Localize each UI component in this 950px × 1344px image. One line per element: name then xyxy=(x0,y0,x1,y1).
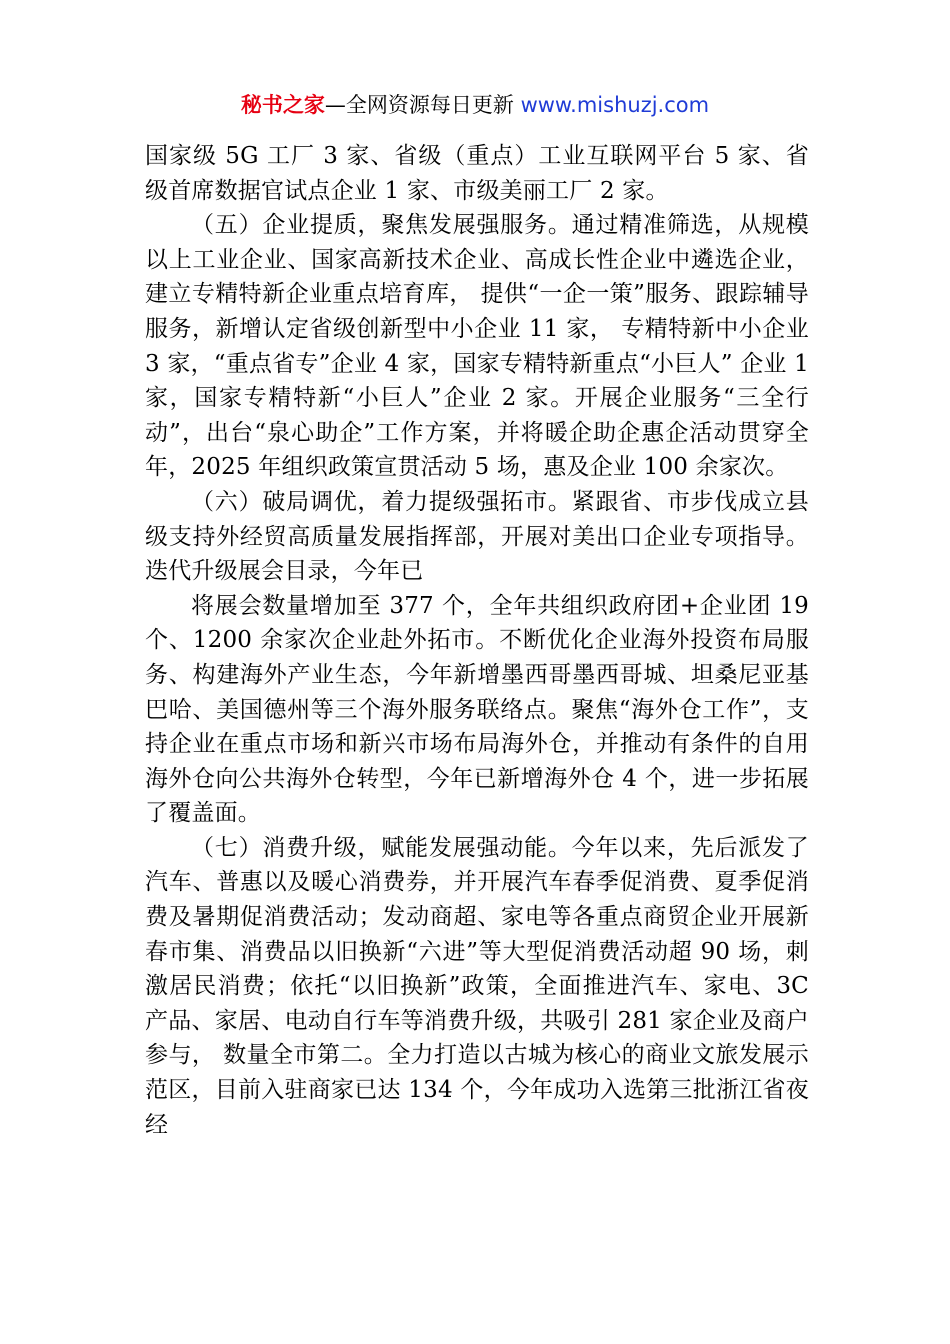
paragraph-continuation: 国家级 5G 工厂 3 家、省级（重点）工业互联网平台 5 家、省级首席数据官试点企业 1 家、市级美丽工厂 2 家。 xyxy=(145,143,809,204)
site-url-link[interactable]: www.mishuzj.com xyxy=(520,93,710,117)
brand-name: 秘书之家 xyxy=(240,93,325,117)
paragraph-section-5: （五）企业提质，聚焦发展强服务。通过精准筛选，从规模以上工业企业、国家高新技术企业、高成长性企业中遴选企业，建立专精特新企业重点培育库， 提供“一企一策”服务、跟踪辅导服务，新增认定省级创新型中小企业 11 家， 专精特新中小企业 3 家，“重点省专”企业 4 家，国家专精特新重点“小巨人” 企业 1 家，国家专精特新“小巨人”企业 2 家。开展企业服务“三全行动”，出台“泉心助企”工作方案，并将暖企助企惠企活动贯穿全年，2025 年组织政策宣贯活动 5 场，惠及企业 100 余家次。 xyxy=(145,212,809,481)
header-tagline: —全网资源每日更新 xyxy=(324,93,521,117)
document-body xyxy=(145,139,809,1142)
site-header xyxy=(0,88,950,122)
paragraph-section-7: （七）消费升级，赋能发展强动能。今年以来，先后派发了汽车、普惠以及暖心消费券，并开展汽车春季促消费、夏季促消费及暑期促消费活动；发动商超、家电等各重点商贸企业开展新春市集、消费品以旧换新“六进”等大型促消费活动超 90 场，刺激居民消费；依托“以旧换新”政策，全面推进汽车、家电、3C 产品、家居、电动自行车等消费升级，共吸引 281 家企业及商户参与， 数量全市第二。全力打造以古城为核心的商业文旅发展示范区，目前入驻商家已达 134 个，今年成功入选第三批浙江省夜经 xyxy=(145,834,809,1138)
paragraph-section-6: （六）破局调优，着力提级强拓市。紧跟省、市步伐成立县级支持外经贸高质量发展指挥部，开展对美出口企业专项指导。迭代升级展会目录，今年已 xyxy=(145,488,809,585)
paragraph-section-6-cont: 将展会数量增加至 377 个，全年共组织政府团+企业团 19 个、1200 余家次企业赴外拓市。不断优化企业海外投资布局服务、构建海外产业生态，今年新增墨西哥墨西哥城、坦桑尼亚基巴哈、美国德州等三个海外服务联络点。聚焦“海外仓工作”，支持企业在重点市场和新兴市场布局海外仓，并推动有条件的自用海外仓向公共海外仓转型，今年已新增海外仓 4 个，进一步拓展了覆盖面。 xyxy=(145,592,809,827)
